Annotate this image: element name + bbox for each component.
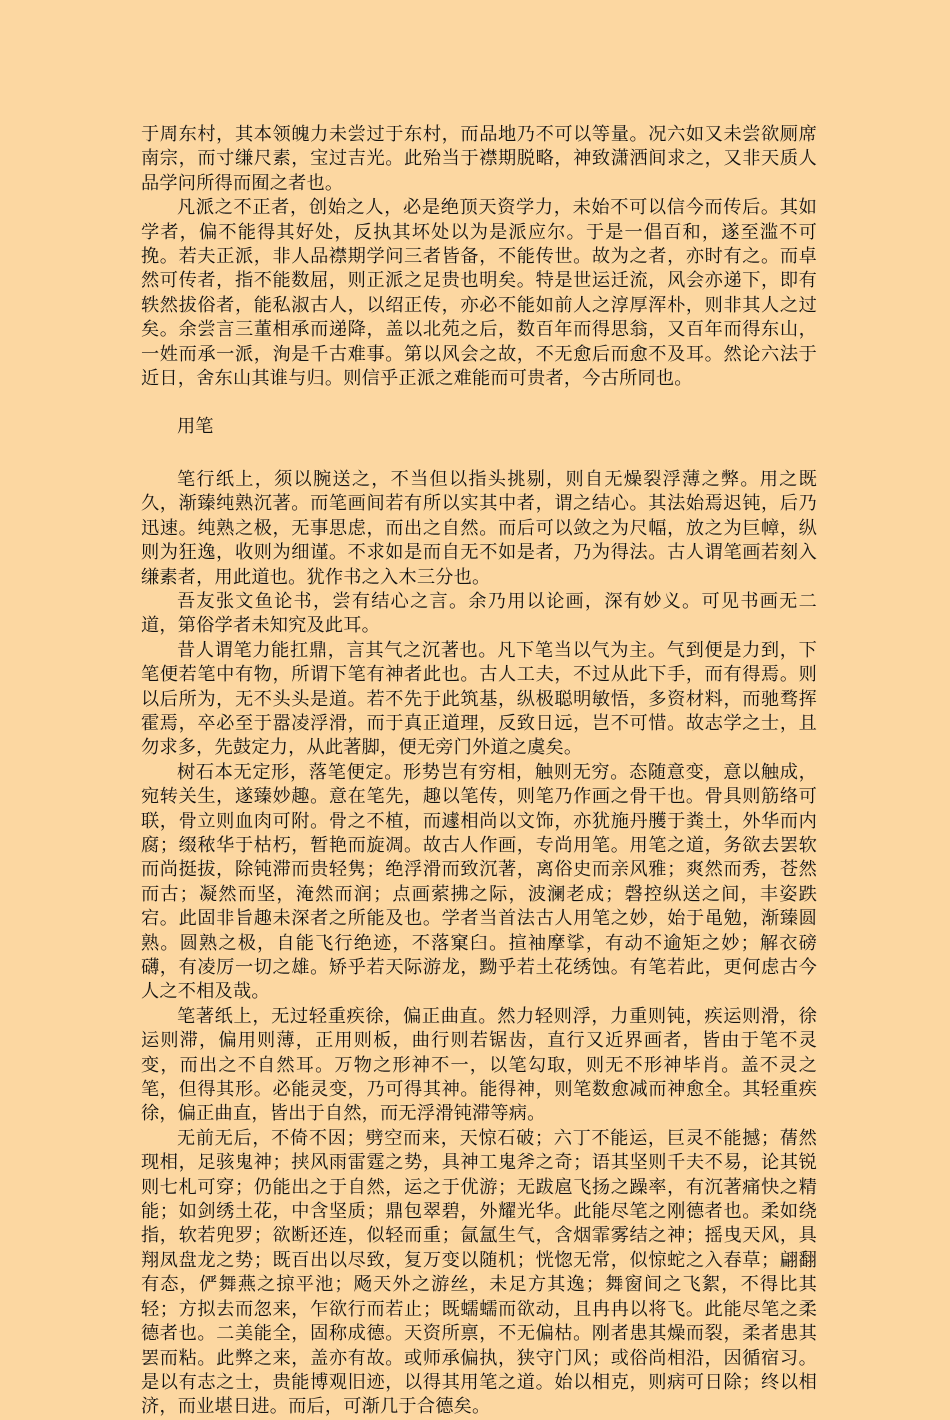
paragraph-orthodox-school: 凡派之不正者，创始之人，必是绝顶天资学力，未始不可以信今而传后。其如学者，偏不能得其好处，反执其坏处以为是派应尔。于是一倡百和，遂至滥不可挽。若夫正派，非人品襟期学问三者皆备，不能传世。故为之者，亦时有之。而卓然可传者，指不能数屈，则正派之足贵也明矣。特是世运迁流，风会亦递下，即有轶然拔俗者，能私淑古人，以绍正传，亦必不能如前人之淳厚浑朴，则非其人之过矣。余尝言三董相承而递降，盖以北苑之后，数百年而得思翁，又百年而得东山，一姓而承一派，洵是千古难事。第以风会之故，不无愈后而愈不及耳。然论六法于近日，舍东山其谁与归。则信乎正派之难能而可贵者，今古所同也。 (141, 197, 817, 390)
paragraph-continuation: 于周东村，其本领魄力未尝过于东村，而品地乃不可以等量。况六如又未尝欲厕席南宗，而寸缣尺素，宝过吉光。此殆当于襟期脱略，神致潇洒间求之，又非天质人品学问所得而囿之者也。 (141, 124, 817, 194)
paragraph-zhang-wenyu: 吾友张文鱼论书，尝有结心之言。余乃用以论画，深有妙义。可见书画无二道，第俗学者未知究及此耳。 (141, 590, 817, 637)
paragraph-brush-strength: 昔人谓笔力能扛鼎，言其气之沉著也。凡下笔当以气为主。气到便是力到，下笔便若笔中有物，所谓下笔有神者此也。古人工夫，不过从此下手，而有得焉。则以后所为，无不头头是道。若不先于此筑基，纵极聪明敏悟，多资材料，而驰骛挥霍焉，卒必至于嚣凌浮滑，而于真正道理，反致日远，岂不可惜。故志学之士，且勿求多，先鼓定力，从此著脚，便无旁门外道之虞矣。 (141, 639, 817, 759)
paragraph-brush-on-paper: 笔行纸上，须以腕送之，不当但以指头挑剔，则自无燥裂浮薄之弊。用之既久，渐臻纯熟沉著。而笔画间若有所以实其中者，谓之结心。其法始焉迟钝，后乃迅速。纯熟之极，无事思虑，而出之自然。而后可以敛之为尺幅，放之为巨幛，纵则为狂逸，收则为细谨。不求如是而自无不如是者，乃为得法。古人谓笔画若刻入缣素者，用此道也。犹作书之入木三分也。 (141, 468, 817, 588)
document-page (141, 123, 817, 1420)
paragraph-brush-pressure: 笔著纸上，无过轻重疾徐，偏正曲直。然力轻则浮，力重则钝，疾运则滑，徐运则滞，偏用则薄，正用则板，曲行则若锯齿，直行又近界画者，皆由于笔不灵变，而出之不自然耳。万物之形神不一，以笔勾取，则无不形神毕肖。盖不灵之笔，但得其形。必能灵变，乃可得其神。能得神，则笔数愈减而神愈全。其轻重疾徐，偏正曲直，皆出于自然，而无浮滑钝滞等病。 (141, 1005, 817, 1125)
section-heading-brushwork: 用笔 (177, 416, 214, 438)
paragraph-firm-soft-virtues: 无前无后，不倚不因；劈空而来，天惊石破；六丁不能运，巨灵不能撼；蒨然现相，足骇鬼神；挟风雨雷霆之势，具神工鬼斧之奇；语其坚则千夫不易，论其锐则七札可穿；仍能出之于自然，运之于优游；无跋扈飞扬之躁率，有沉著痛快之精能；如剑绣土花，中含坚质；鼎包翠碧，外耀光华。此能尽笔之刚德者也。柔如绕指，软若兜罗；欲断还连，似轻而重；氤氲生气，含烟霏雾结之神；摇曳天风，具翔凤盘龙之势；既百出以尽致，复万变以随机；恍惚无常，似惊蛇之入春草；翩翻有态，俨舞燕之掠平池；飏天外之游丝，未足方其逸；舞窗间之飞絮，不得比其轻；方拟去而忽来，乍欲行而若止；既蠕蠕而欲动，且冉冉以将飞。此能尽笔之柔德者也。二美能全，固称成德。天资所禀，不无偏枯。刚者患其燥而裂，柔者患其罢而粘。此弊之来，盖亦有故。或师承偏执，狭守门风；或俗尚相沿，因循宿习。是以有志之士，贵能博观旧迹，以得其用笔之道。始以相克，则病可日除；终以相济，而业堪日进。而后，可渐几于合德矣。 (141, 1127, 817, 1418)
paragraph-trees-rocks: 树石本无定形，落笔便定。形势岂有穷相，触则无穷。态随意变，意以触成，宛转关生，遂臻妙趣。意在笔先，趣以笔传，则笔乃作画之骨干也。骨具则筋络可联，骨立则血肉可附。骨之不植，而遽相尚以文饰，亦犹施丹雘于粪土，外华而内腐；缀秾华于枯朽，暂艳而旋凋。故古人作画，专尚用笔。用笔之道，务欲去罢软而尚挺拔，除钝滞而贵轻隽；绝浮滑而致沉著，离俗史而亲风雅；爽然而秀，苍然而古；凝然而坚，淹然而润；点画萦拂之际，波澜老成；磬控纵送之间，丰姿跌宕。此固非旨趣未深者之所能及也。学者当首法古人用笔之妙，始于黾勉，渐臻圆熟。圆熟之极，自能飞行绝迹，不落窠臼。揎袖摩挲，有动不逾矩之妙；解衣磅礴，有凌厉一切之雄。矫乎若天际游龙，黝乎若土花绣蚀。有笔若此，更何虑古今人之不相及哉。 (141, 761, 817, 1003)
